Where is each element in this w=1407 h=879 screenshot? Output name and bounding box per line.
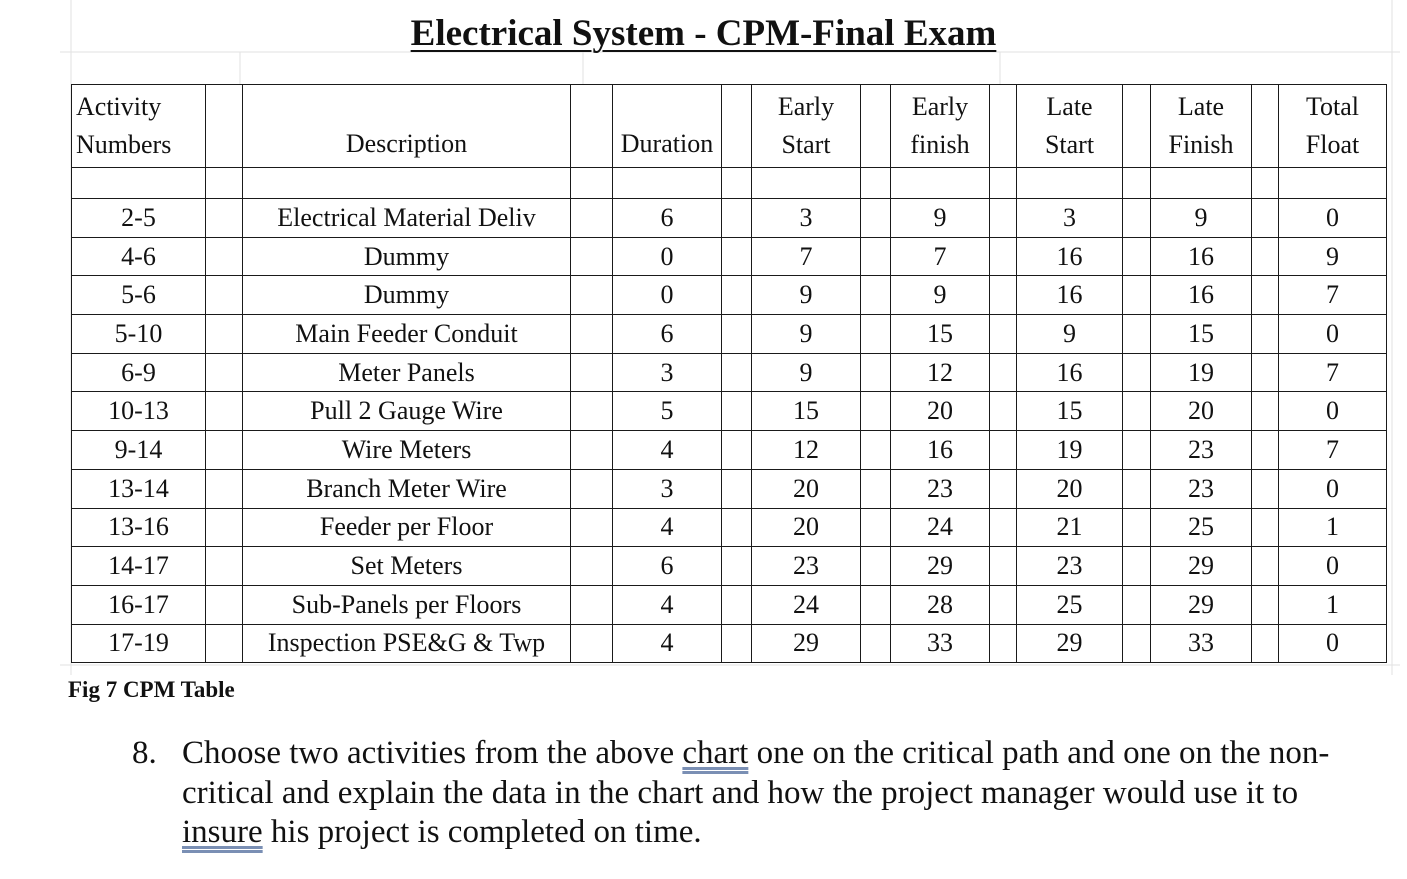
table-header-row (72, 85, 1387, 168)
header-early-start: Early Start (752, 85, 861, 168)
cell-late-finish: 29 (1151, 547, 1252, 586)
cell-gap (571, 624, 613, 663)
cell-duration: 0 (613, 276, 722, 315)
cell-early-start: 15 (752, 392, 861, 431)
cell-gap (1252, 469, 1279, 508)
cell-gap (990, 585, 1017, 624)
cell-gap (722, 353, 752, 392)
cell-gap (206, 431, 243, 470)
cell-gap (206, 585, 243, 624)
cell-total-float: 0 (1279, 392, 1387, 431)
header-late-start: Late Start (1017, 85, 1123, 168)
cell-late-start: 23 (1017, 547, 1123, 586)
cell-gap (571, 315, 613, 354)
cell-late-finish: 25 (1151, 508, 1252, 547)
cell-gap (722, 276, 752, 315)
cell-duration: 3 (613, 353, 722, 392)
cell-gap (990, 237, 1017, 276)
cell-gap (722, 624, 752, 663)
cell-early-start: 12 (752, 431, 861, 470)
cell-gap (1123, 431, 1151, 470)
cell-early-finish: 15 (891, 315, 990, 354)
cell-gap (722, 585, 752, 624)
cell-activity: 13-16 (72, 508, 206, 547)
cell-late-start: 9 (1017, 315, 1123, 354)
cell-gap (1252, 547, 1279, 586)
cell-late-finish: 33 (1151, 624, 1252, 663)
cell-gap (1252, 315, 1279, 354)
cell-late-finish: 15 (1151, 315, 1252, 354)
cell-duration: 5 (613, 392, 722, 431)
cell-early-start: 9 (752, 276, 861, 315)
cell-duration: 4 (613, 431, 722, 470)
cell-gap (571, 547, 613, 586)
cell-activity: 5-6 (72, 276, 206, 315)
cell-gap (1252, 392, 1279, 431)
cell-total-float: 1 (1279, 585, 1387, 624)
cell-gap (1123, 276, 1151, 315)
cpm-table (71, 84, 1387, 663)
cell-gap (206, 469, 243, 508)
cell-gap (1123, 624, 1151, 663)
cell-late-start: 21 (1017, 508, 1123, 547)
cell-gap (722, 547, 752, 586)
cell-gap (206, 353, 243, 392)
cell-gap (990, 508, 1017, 547)
cell-gap (1123, 315, 1151, 354)
header-duration: Duration (613, 85, 722, 168)
cell-gap (206, 199, 243, 238)
table-row (72, 315, 1387, 354)
cell-early-finish: 12 (891, 353, 990, 392)
cell-total-float: 0 (1279, 199, 1387, 238)
cell-early-start: 3 (752, 199, 861, 238)
cell-gap (1252, 431, 1279, 470)
cell-gap (990, 624, 1017, 663)
cell-early-start: 9 (752, 315, 861, 354)
cell-gap (861, 237, 891, 276)
cell-early-start: 29 (752, 624, 861, 663)
cell-total-float: 0 (1279, 315, 1387, 354)
cell-gap (861, 431, 891, 470)
table-row (72, 431, 1387, 470)
cell-gap (1252, 276, 1279, 315)
cell-gap (861, 585, 891, 624)
cell-gap (990, 199, 1017, 238)
cell-early-finish: 23 (891, 469, 990, 508)
cell-duration: 6 (613, 547, 722, 586)
table-row (72, 547, 1387, 586)
cell-total-float: 0 (1279, 547, 1387, 586)
cell-gap (206, 508, 243, 547)
cell-description: Inspection PSE&G & Twp (243, 624, 571, 663)
cell-gap (571, 276, 613, 315)
title-container (0, 0, 1407, 60)
cell-gap (722, 469, 752, 508)
cell-gap (571, 469, 613, 508)
cell-gap (861, 624, 891, 663)
table-row (72, 585, 1387, 624)
cell-early-finish: 20 (891, 392, 990, 431)
cell-total-float: 0 (1279, 469, 1387, 508)
cell-late-start: 20 (1017, 469, 1123, 508)
cell-description: Meter Panels (243, 353, 571, 392)
cell-gap (206, 276, 243, 315)
cell-gap (1123, 353, 1151, 392)
cell-gap (571, 237, 613, 276)
cell-total-float: 0 (1279, 624, 1387, 663)
cell-description: Set Meters (243, 547, 571, 586)
cell-late-start: 16 (1017, 237, 1123, 276)
cell-late-finish: 23 (1151, 431, 1252, 470)
cell-gap (1252, 237, 1279, 276)
cell-gap (861, 547, 891, 586)
cell-early-start: 7 (752, 237, 861, 276)
cell-gap (722, 199, 752, 238)
cell-late-finish: 29 (1151, 585, 1252, 624)
cell-gap (861, 353, 891, 392)
cell-gap (1252, 199, 1279, 238)
cell-early-finish: 28 (891, 585, 990, 624)
cell-total-float: 7 (1279, 276, 1387, 315)
cell-description: Pull 2 Gauge Wire (243, 392, 571, 431)
header-total-float: Total Float (1279, 85, 1387, 168)
cell-gap (571, 431, 613, 470)
cell-duration: 4 (613, 585, 722, 624)
cell-early-start: 23 (752, 547, 861, 586)
cell-activity: 17-19 (72, 624, 206, 663)
cell-activity: 4-6 (72, 237, 206, 276)
page-title: Electrical System - CPM-Final Exam (410, 13, 997, 54)
cell-gap (990, 547, 1017, 586)
cell-total-float: 7 (1279, 353, 1387, 392)
cell-early-start: 20 (752, 508, 861, 547)
cell-gap (571, 199, 613, 238)
cell-gap (722, 392, 752, 431)
cell-duration: 6 (613, 315, 722, 354)
table-spacer-row (72, 168, 1387, 199)
cell-gap (990, 353, 1017, 392)
cell-gap (990, 392, 1017, 431)
cell-early-finish: 16 (891, 431, 990, 470)
cell-gap (990, 315, 1017, 354)
cell-gap (1123, 392, 1151, 431)
cell-gap (1252, 353, 1279, 392)
cell-late-start: 25 (1017, 585, 1123, 624)
cell-late-finish: 9 (1151, 199, 1252, 238)
cell-late-finish: 19 (1151, 353, 1252, 392)
cell-gap (1252, 508, 1279, 547)
cell-gap (1123, 469, 1151, 508)
cell-gap (571, 508, 613, 547)
cell-description: Electrical Material Deliv (243, 199, 571, 238)
cell-gap (1123, 508, 1151, 547)
cell-gap (571, 353, 613, 392)
table-row (72, 624, 1387, 663)
cell-late-start: 15 (1017, 392, 1123, 431)
question-number: 8. (132, 735, 157, 771)
cell-gap (1123, 199, 1151, 238)
cell-late-start: 16 (1017, 353, 1123, 392)
cell-gap (722, 431, 752, 470)
cell-activity: 6-9 (72, 353, 206, 392)
cell-activity: 2-5 (72, 199, 206, 238)
cell-duration: 6 (613, 199, 722, 238)
cell-total-float: 7 (1279, 431, 1387, 470)
cell-late-start: 16 (1017, 276, 1123, 315)
cell-late-start: 19 (1017, 431, 1123, 470)
question-8 (132, 734, 1362, 853)
figure-caption: Fig 7 CPM Table (68, 677, 235, 702)
cell-activity: 14-17 (72, 547, 206, 586)
cell-gap (571, 585, 613, 624)
table-row (72, 469, 1387, 508)
table-body (72, 199, 1387, 663)
cell-gap (722, 315, 752, 354)
table-row (72, 237, 1387, 276)
cell-description: Dummy (243, 276, 571, 315)
cell-description: Feeder per Floor (243, 508, 571, 547)
cell-gap (861, 199, 891, 238)
cell-late-start: 3 (1017, 199, 1123, 238)
cell-early-finish: 9 (891, 199, 990, 238)
cell-late-finish: 20 (1151, 392, 1252, 431)
cell-late-start: 29 (1017, 624, 1123, 663)
cell-early-finish: 9 (891, 276, 990, 315)
cell-gap (1123, 547, 1151, 586)
cell-gap (990, 469, 1017, 508)
table-row (72, 508, 1387, 547)
question-text: Choose two activities from the above chart one on the critical path and one on the non- critical and explain the data in the chart and how the project manager would use it to insure his project is completed on time. (182, 735, 1330, 850)
cell-gap (861, 508, 891, 547)
cell-early-start: 20 (752, 469, 861, 508)
cell-gap (990, 276, 1017, 315)
underlined-word-chart: chart (682, 735, 749, 771)
cell-gap (861, 469, 891, 508)
cell-description: Wire Meters (243, 431, 571, 470)
cell-gap (206, 624, 243, 663)
cell-early-finish: 33 (891, 624, 990, 663)
cell-gap (1123, 585, 1151, 624)
cell-gap (206, 315, 243, 354)
cell-gap (722, 237, 752, 276)
cell-gap (861, 276, 891, 315)
cell-gap (1252, 624, 1279, 663)
header-activity: Activity Numbers (72, 85, 206, 168)
table-row (72, 392, 1387, 431)
header-late-finish: Late Finish (1151, 85, 1252, 168)
cell-description: Sub-Panels per Floors (243, 585, 571, 624)
cell-early-finish: 29 (891, 547, 990, 586)
cell-description: Dummy (243, 237, 571, 276)
header-description: Description (243, 85, 571, 168)
cell-gap (571, 392, 613, 431)
underlined-word-insure: insure (182, 814, 263, 850)
cell-description: Main Feeder Conduit (243, 315, 571, 354)
cell-duration: 0 (613, 237, 722, 276)
cell-activity: 16-17 (72, 585, 206, 624)
cell-gap (206, 392, 243, 431)
cell-total-float: 1 (1279, 508, 1387, 547)
cell-duration: 4 (613, 508, 722, 547)
cell-gap (206, 237, 243, 276)
cell-gap (990, 431, 1017, 470)
cell-activity: 13-14 (72, 469, 206, 508)
table-row (72, 276, 1387, 315)
cell-gap (206, 547, 243, 586)
cell-description: Branch Meter Wire (243, 469, 571, 508)
cell-gap (1252, 585, 1279, 624)
cell-duration: 4 (613, 624, 722, 663)
cell-duration: 3 (613, 469, 722, 508)
cell-activity: 9-14 (72, 431, 206, 470)
header-early-finish: Early finish (891, 85, 990, 168)
cell-total-float: 9 (1279, 237, 1387, 276)
cell-activity: 10-13 (72, 392, 206, 431)
cell-gap (861, 315, 891, 354)
cell-late-finish: 16 (1151, 276, 1252, 315)
cell-early-start: 24 (752, 585, 861, 624)
cell-gap (722, 508, 752, 547)
cell-gap (861, 392, 891, 431)
cell-gap (1123, 237, 1151, 276)
cell-early-finish: 24 (891, 508, 990, 547)
table-row (72, 199, 1387, 238)
cell-late-finish: 23 (1151, 469, 1252, 508)
cell-late-finish: 16 (1151, 237, 1252, 276)
cell-activity: 5-10 (72, 315, 206, 354)
cell-early-start: 9 (752, 353, 861, 392)
table-row (72, 353, 1387, 392)
cell-early-finish: 7 (891, 237, 990, 276)
